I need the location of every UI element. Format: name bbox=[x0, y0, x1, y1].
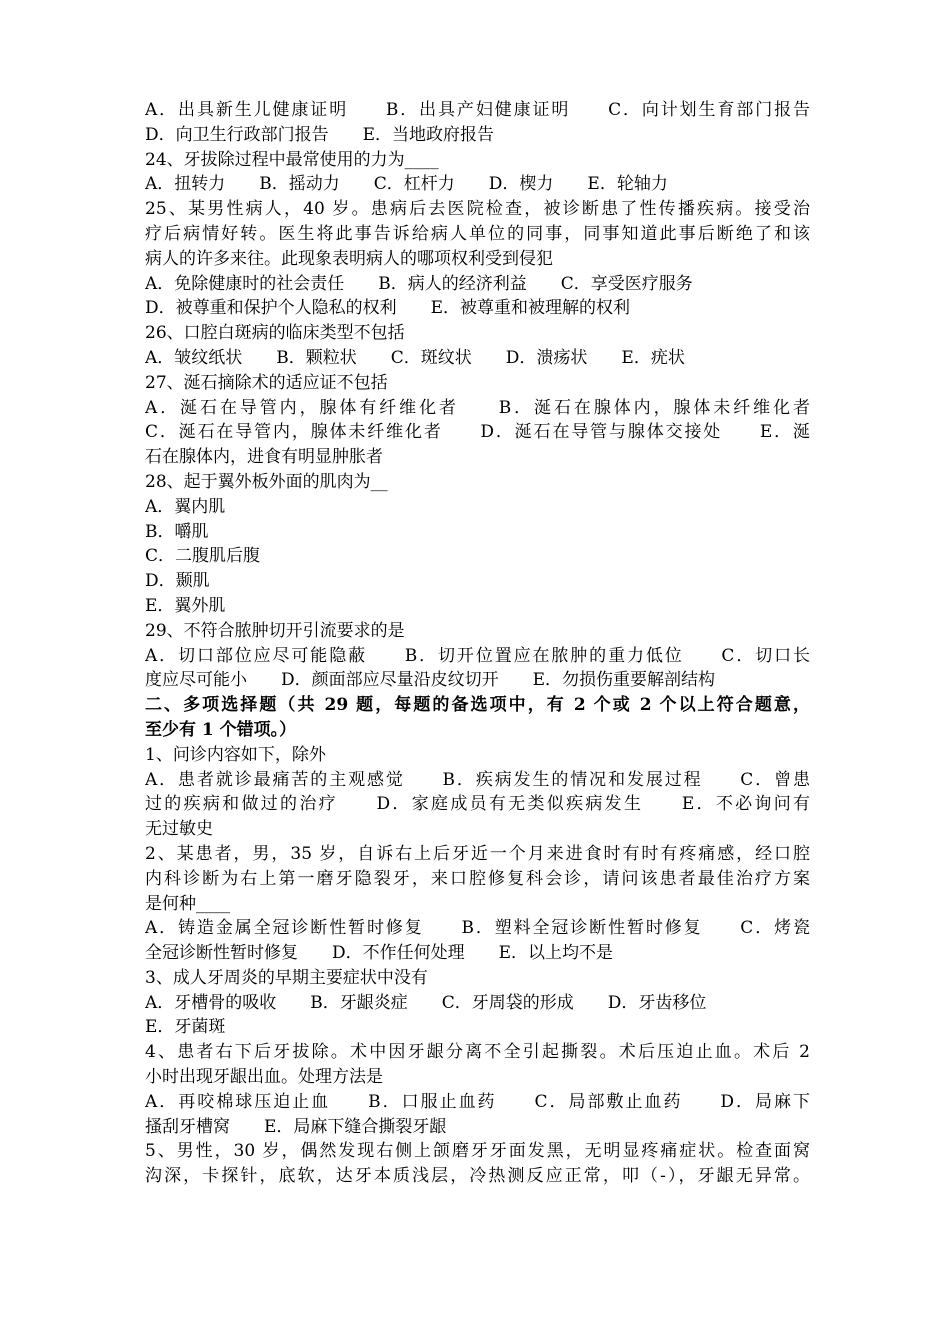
section-heading-line: 至少有 1 个错项。） bbox=[145, 719, 297, 740]
text-line: E．翼外肌 bbox=[145, 595, 226, 616]
text-line: 27、涎石摘除术的适应证不包括 bbox=[145, 372, 388, 393]
text-line: 搔刮牙槽窝 E．局麻下缝合撕裂牙龈 bbox=[145, 1116, 447, 1137]
text-line: 25、某男性病人，40 岁。患病后去医院检查，被诊断患了性传播疾病。接受治 bbox=[145, 199, 810, 220]
text-line: 26、口腔白斑病的临床类型不包括 bbox=[145, 323, 405, 344]
text-line: 度应尽可能小 D．颜面部应尽量沿皮纹切开 E．勿损伤重要解剖结构 bbox=[145, 670, 716, 691]
text-line: A．患者就诊最痛苦的主观感觉 B．疾病发生的情况和发展过程 C．曾患 bbox=[145, 769, 810, 790]
text-line: A．牙槽骨的吸收 B．牙龈炎症 C．牙周袋的形成 D．牙齿移位 bbox=[145, 992, 707, 1013]
text-line: 2、某患者，男，35 岁，自诉右上后牙近一个月来进食时有时有疼痛感，经口腔 bbox=[145, 843, 810, 864]
text-line: 无过敏史 bbox=[145, 819, 213, 840]
text-line: 24、牙拔除过程中最常使用的力为____ bbox=[145, 149, 439, 170]
text-line: C．二腹肌后腹 bbox=[145, 546, 261, 567]
text-line: 沟深，卡探针，底软，达牙本质浅层，冷热测反应正常，叩（-），牙龈无异常。 bbox=[145, 1166, 810, 1187]
text-line: A．翼内肌 bbox=[145, 496, 226, 517]
text-line: 5、男性，30 岁，偶然发现右侧上颌磨牙牙面发黑，无明显疼痛症状。检查面窝 bbox=[145, 1141, 810, 1162]
text-line: A．皱纹纸状 B．颗粒状 C．斑纹状 D．溃疡状 E．疣状 bbox=[145, 347, 685, 368]
text-line: 29、不符合脓肿切开引流要求的是 bbox=[145, 620, 405, 641]
text-line: D．向卫生行政部门报告 E．当地政府报告 bbox=[145, 124, 495, 145]
section-heading-line: 二、多项选择题（共 29 题，每题的备选项中，有 2 个或 2 个以上符合题意， bbox=[145, 695, 810, 716]
text-line: 病人的许多来往。此现象表明病人的哪项权利受到侵犯 bbox=[145, 248, 553, 269]
text-line: 28、起于翼外板外面的肌肉为__ bbox=[145, 471, 388, 492]
text-line: 全冠诊断性暂时修复 D．不作任何处理 E．以上均不是 bbox=[145, 943, 614, 964]
text-line: A．铸造金属全冠诊断性暂时修复 B．塑料全冠诊断性暂时修复 C．烤瓷 bbox=[145, 918, 810, 939]
text-line: 过的疾病和做过的治疗 D．家庭成员有无类似疾病发生 E．不必询问有 bbox=[145, 794, 810, 815]
text-line: A．涎石在导管内，腺体有纤维化者 B．涎石在腺体内，腺体未纤维化者 bbox=[145, 397, 810, 418]
text-line: B．嚼肌 bbox=[145, 521, 209, 542]
text-line: D．被尊重和保护个人隐私的权利 E．被尊重和被理解的权利 bbox=[145, 298, 631, 319]
text-line: 石在腺体内，进食有明显肿胀者 bbox=[145, 447, 383, 468]
text-line: C．涎石在导管内，腺体未纤维化者 D．涎石在导管与腺体交接处 E．涎 bbox=[145, 422, 810, 443]
text-line: A．扭转力 B．摇动力 C．杠杆力 D．楔力 E．轮轴力 bbox=[145, 174, 668, 195]
text-line: D．颞肌 bbox=[145, 571, 210, 592]
text-line: A．再咬棉球压迫止血 B．口服止血药 C．局部敷止血药 D．局麻下 bbox=[145, 1091, 810, 1112]
text-line: 1、问诊内容如下，除外 bbox=[145, 744, 326, 765]
text-line: 小时出现牙龈出血。处理方法是 bbox=[145, 1067, 383, 1088]
text-line: A．切口部位应尽可能隐蔽 B．切开位置应在脓肿的重力低位 C．切口长 bbox=[145, 645, 810, 666]
text-line: 3、成人牙周炎的早期主要症状中没有 bbox=[145, 967, 428, 988]
text-line: 是何种____ bbox=[145, 893, 230, 914]
text-line: 内科诊断为右上第一磨牙隐裂牙，来口腔修复科会诊，请问该患者最佳治疗方案 bbox=[145, 868, 810, 889]
text-line: A．免除健康时的社会责任 B．病人的经济利益 C．享受医疗服务 bbox=[145, 273, 693, 294]
text-line: 疗后病情好转。医生将此事告诉给病人单位的同事，同事知道此事后断绝了和该 bbox=[145, 223, 810, 244]
text-line: A．出具新生儿健康证明 B．出具产妇健康证明 C．向计划生育部门报告 bbox=[145, 100, 810, 120]
text-line: 4、患者右下后牙拔除。术中因牙龈分离不全引起撕裂。术后压迫止血。术后 2 bbox=[145, 1042, 810, 1063]
text-line: E．牙菌斑 bbox=[145, 1017, 226, 1038]
